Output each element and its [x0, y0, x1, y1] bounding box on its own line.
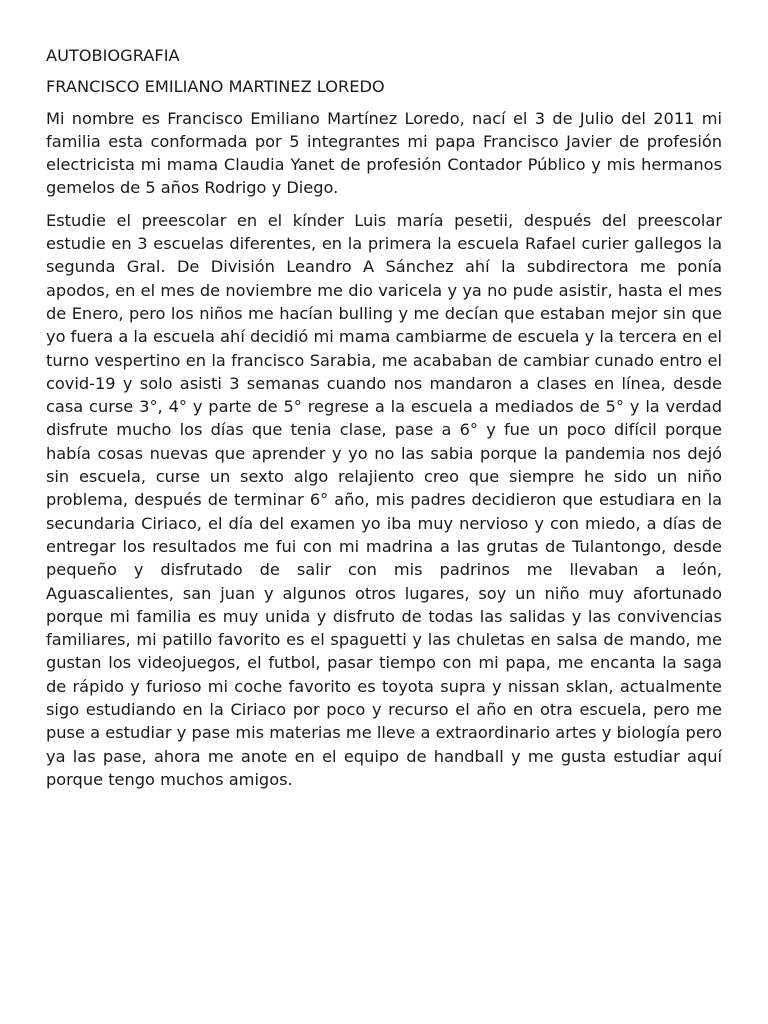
author-name: FRANCISCO EMILIANO MARTINEZ LOREDO — [46, 77, 385, 97]
paragraph-school-history: Estudie el preescolar en el kínder Luis maría pesetii, después del preescolar estudie en 3 escuelas diferentes, en la primera la escuela Rafael curier gallegos la segunda Gral. De División Leandro A Sánchez ahí la subdirectora me ponía apodos, en el mes de noviembre me dio varicela y ya no pude asistir, hasta el mes de Enero, pero los niños me hacían bulling y me decían que estaban mejor sin que yo fuera a la escuela ahí decidió mi mama cambiarme de escuela y la tercera en el turno vespertino en la francisco Sarabia, me acababan de cambiar cunado entro el covid-19 y solo asisti 3 semanas cuando nos mandaron a clases en línea, desde casa curse 3°, 4° y parte de 5° regrese a la escuela a mediados de 5° y la verdad disfrute mucho los días que tenia clase, pase a 6° y fue un poco difícil porque había cosas nuevas que aprender y yo no las sabia porque la pandemia nos dejó sin escuela, curse un sexto algo relajiento creo que siempre he sido un niño problema, después de terminar 6° año, mis padres decidieron que estudiara en la secundaria Ciriaco, el día del examen yo iba muy nervioso y con miedo, a días de entregar los resultados me fui con mi madrina a las grutas de Tulantongo, desde pequeño y disfrutado de salir con mis padrinos me llevaban a león, Aguascalientes, san juan y algunos otros lugares, soy un niño muy afortunado porque mi familia es muy unida y disfruto de todas las salidas y las convivencias familiares, mi patillo favorito es el spaguetti y las chuletas en salsa de mando, me gustan los videojuegos, el futbol, pasar tiempo con mi papa, me encanta la saga de rápido y furioso mi coche favorito es toyota supra y nissan sklan, actualmente sigo estudiando en la Ciriaco por poco y recurso el año en otra escuela, pero me puse a estudiar y pase mis materias me lleve a extraordinario artes y biología pero ya las pase, ahora me anote en el equipo de handball y me gusta estudiar aquí porque tengo muchos amigos. — [46, 210, 722, 789]
document-body — [46, 44, 722, 800]
document-title: AUTOBIOGRAFIA — [46, 46, 180, 65]
paragraph-intro: Mi nombre es Francisco Emiliano Martínez Loredo, nací el 3 de Julio del 2011 mi familia esta conformada por 5 integrantes mi papa Francisco Javier de profesión electricista mi mama Claudia Yanet de profesión Contador Público y mis hermanos gemelos de 5 años Rodrigo y Diego. — [46, 108, 722, 198]
